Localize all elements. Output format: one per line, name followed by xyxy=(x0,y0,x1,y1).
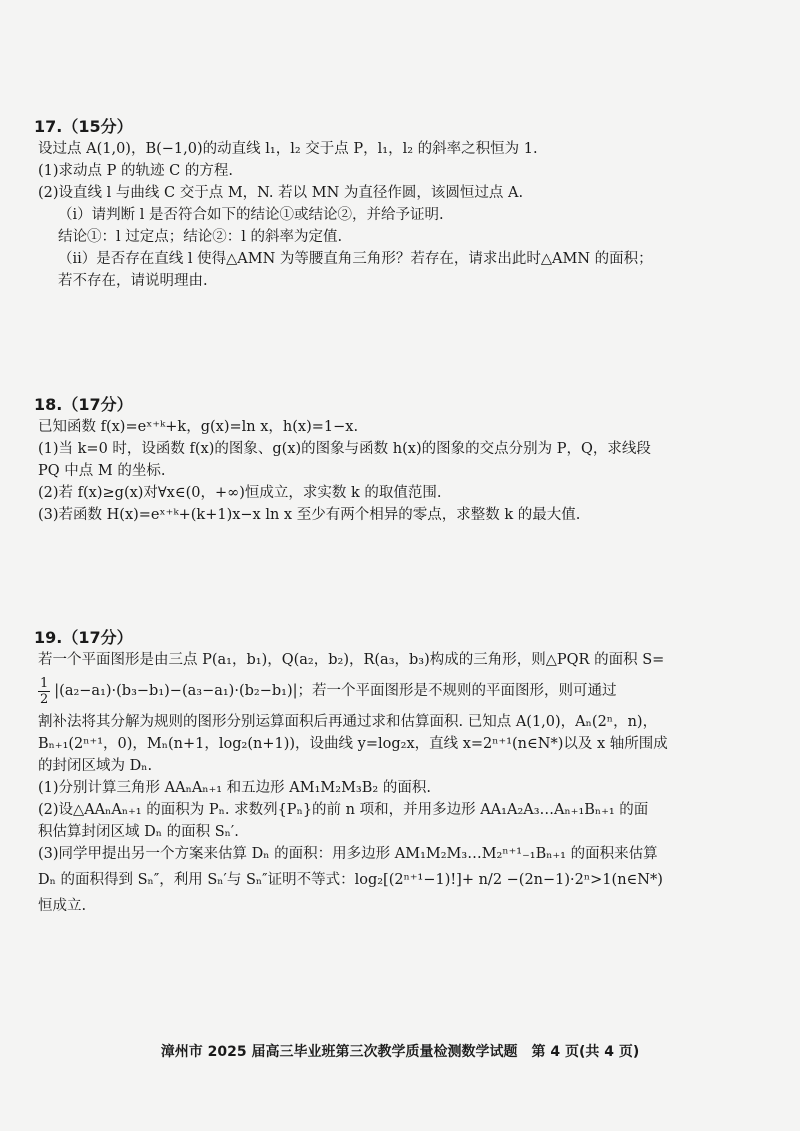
problem-text-line: 恒成立. xyxy=(38,898,87,914)
problem-text-line: （ⅱ）是否存在直线 l 使得△AMN 为等腰直角三角形？若存在，请求出此时△AMN 的面积； xyxy=(58,251,653,267)
problem-text-line: 结论①：l 过定点；结论②：l 的斜率为定值. xyxy=(58,229,343,245)
problem-text-line: (1)当 k=0 时，设函数 f(x)的图象、g(x)的图象与函数 h(x)的图象的交点分别为 P，Q，求线段 xyxy=(38,441,651,457)
fraction-numerator: 1 xyxy=(40,675,49,691)
problem-text-line: 若不存在，请说明理由. xyxy=(58,273,208,289)
fraction-denominator: 2 xyxy=(40,691,49,707)
problem-header: 17.（15分） xyxy=(34,117,133,136)
problem-text-line: (2)若 f(x)≥g(x)对∀x∈(0，+∞)恒成立，求实数 k 的取值范围. xyxy=(38,485,442,501)
problem-text-line: 若一个平面图形是由三点 P(a₁，b₁)，Q(a₂，b₂)，R(a₃，b₃)构成的三角形，则△PQR 的面积 S= xyxy=(38,652,665,668)
problem-19 xyxy=(34,627,778,917)
formula-row xyxy=(38,671,778,711)
problem-text-line: (1)分别计算三角形 AAₙAₙ₊₁ 和五边形 AM₁M₂M₃B₂ 的面积. xyxy=(38,780,431,796)
problem-header: 19.（17分） xyxy=(34,628,133,647)
problem-header: 18.（17分） xyxy=(34,395,133,414)
problem-text-line: （ⅰ）请判断 l 是否符合如下的结论①或结论②，并给予证明. xyxy=(58,207,444,223)
fraction xyxy=(38,676,50,707)
problem-text-line: (1)求动点 P 的轨迹 C 的方程. xyxy=(38,163,233,179)
problem-text-line: |(a₂−a₁)·(b₃−b₁)−(a₃−a₁)·(b₂−b₁)|；若一个平面图形是不规则的平面图形，则可通过 xyxy=(54,683,617,699)
problem-18 xyxy=(34,394,778,526)
problem-text-line: (3)若函数 H(x)=eˣ⁺ᵏ+(k+1)x−x ln x 至少有两个相异的零点，求整数 k 的最大值. xyxy=(38,507,581,523)
problem-text-line: PQ 中点 M 的坐标. xyxy=(38,463,166,479)
problem-text-line: 已知函数 f(x)=eˣ⁺ᵏ+k，g(x)=ln x，h(x)=1−x. xyxy=(38,419,359,435)
problem-text-line: (2)设△AAₙAₙ₊₁ 的面积为 Pₙ. 求数列{Pₙ}的前 n 项和，并用多边形 AA₁A₂A₃…Aₙ₊₁Bₙ₊₁ 的面 xyxy=(38,802,649,818)
problem-text-line: 的封闭区域为 Dₙ. xyxy=(38,758,153,774)
problem-text-line: 积估算封闭区域 Dₙ 的面积 Sₙ′. xyxy=(38,824,239,840)
problem-text-line: Dₙ 的面积得到 Sₙ″，利用 Sₙ′与 Sₙ″证明不等式：log₂[(2ⁿ⁺¹−1)!]+ n/2 −(2n−1)·2ⁿ>1(n∈N*) xyxy=(38,872,663,888)
problem-text-line: (2)设直线 l 与曲线 C 交于点 M，N. 若以 MN 为直径作圆，该圆恒过点 A. xyxy=(38,185,524,201)
problem-text-line: 设过点 A(1,0)，B(−1,0)的动直线 l₁，l₂ 交于点 P，l₁，l₂ 的斜率之积恒为 1. xyxy=(38,141,538,157)
problem-text-line: (3)同学甲提出另一个方案来估算 Dₙ 的面积：用多边形 AM₁M₂M₃…M₂ⁿ⁺¹₋₁Bₙ₊₁ 的面积来估算 xyxy=(38,846,658,862)
problem-text-line: Bₙ₊₁(2ⁿ⁺¹，0)，Mₙ(n+1，log₂(n+1))，设曲线 y=log₂x，直线 x=2ⁿ⁺¹(n∈N*)以及 x 轴所围成 xyxy=(38,736,668,752)
problem-17 xyxy=(34,116,778,292)
problem-text-line: 割补法将其分解为规则的图形分别运算面积后再通过求和估算面积. 已知点 A(1,0)，Aₙ(2ⁿ，n)， xyxy=(38,714,658,730)
page-footer: 漳州市 2025 届高三毕业班第三次教学质量检测数学试题 第 4 页(共 4 页) xyxy=(160,1044,640,1060)
